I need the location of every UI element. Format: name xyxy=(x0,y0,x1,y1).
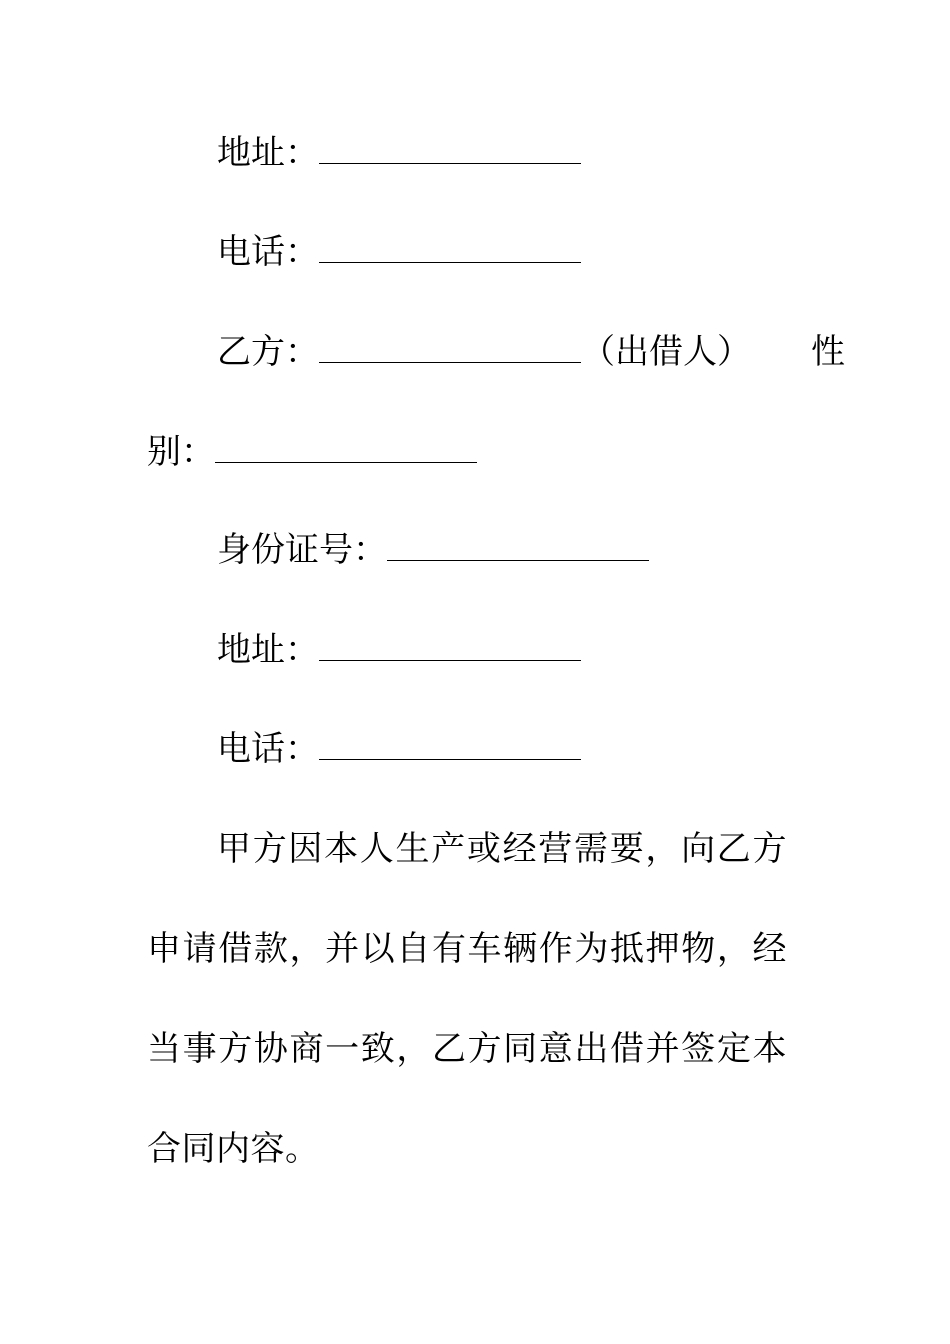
party-b-gender-line xyxy=(147,432,787,472)
party-a-phone-label: 电话： xyxy=(217,232,319,272)
party-b-address-line xyxy=(147,630,857,670)
party-a-address-blank xyxy=(319,135,581,164)
party-b-id-line xyxy=(147,530,857,570)
party-b-name-line xyxy=(147,332,857,372)
party-a-address-label: 地址： xyxy=(217,133,319,173)
party-b-id-blank xyxy=(387,532,649,561)
party-b-gender-label-part1: 性 xyxy=(811,332,845,372)
agreement-paragraph: 甲方因本人生产或经营需要，向乙方申请借款，并以自有车辆作为抵押物，经当事方协商一致，乙方同意出借并签定本合同内容。 xyxy=(147,829,787,1169)
party-b-label: 乙方： xyxy=(217,332,319,372)
party-b-address-blank xyxy=(319,632,581,661)
party-b-address-label: 地址： xyxy=(217,630,319,670)
party-a-address-line xyxy=(147,133,857,173)
party-b-gender-label-part2: 别： xyxy=(147,432,215,472)
party-b-role: （出借人） xyxy=(581,332,751,372)
party-b-phone-blank xyxy=(319,731,581,760)
party-b-phone-label: 电话： xyxy=(217,729,319,769)
party-b-id-label: 身份证号： xyxy=(217,530,387,570)
party-b-gender-blank xyxy=(215,434,477,463)
party-a-phone-line xyxy=(147,232,857,272)
party-b-name-blank xyxy=(319,334,581,363)
party-b-phone-line xyxy=(147,729,857,769)
party-a-phone-blank xyxy=(319,234,581,263)
